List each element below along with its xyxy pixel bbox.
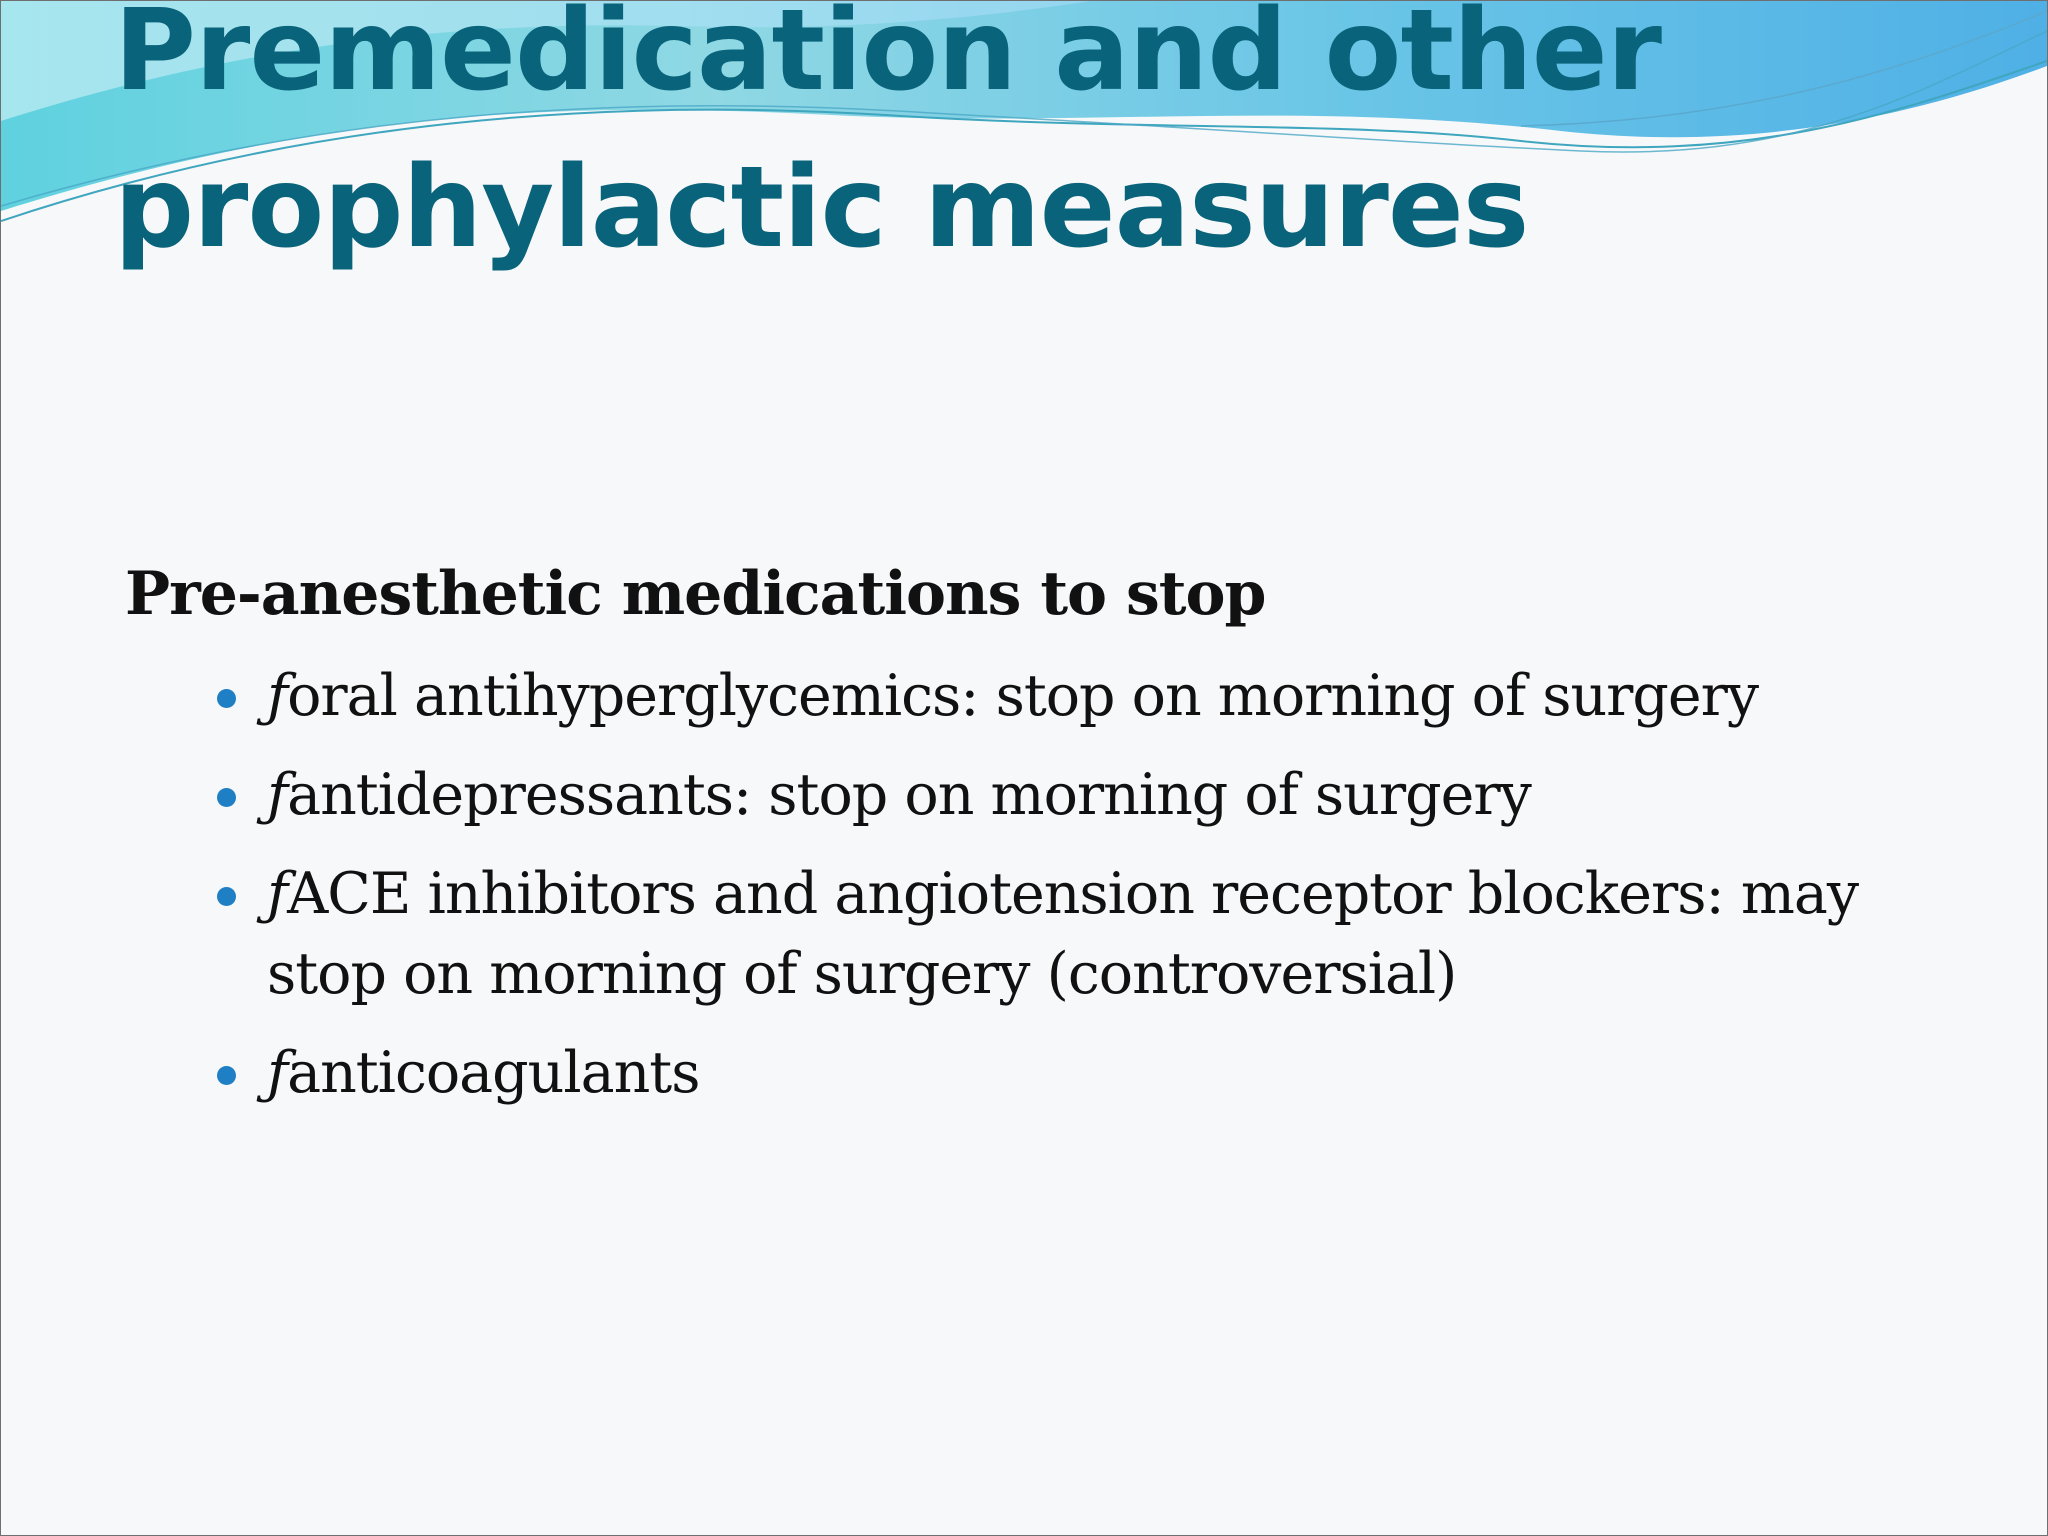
bullet-dot-icon [217, 788, 236, 807]
bullet-glyph: ƒ [267, 663, 288, 729]
bullet-dot-icon [217, 1066, 236, 1085]
bullet-text: oral antihyperglycemics: stop on morning of surgery [287, 663, 1759, 729]
bullet-text: antidepressants: stop on morning of surgery [287, 762, 1531, 828]
bullet-item-ace-inhibitors [211, 854, 1931, 1014]
bullet-item-antidepressants [211, 755, 1931, 835]
bullet-glyph: ƒ [267, 1040, 288, 1106]
bullet-dot-icon [217, 887, 236, 906]
bullet-item-oral-antihyperglycemics [211, 656, 1931, 736]
section-heading: Pre-anesthetic medications to stop [125, 559, 1266, 629]
bullet-dot-icon [217, 689, 236, 708]
bullet-glyph: ƒ [267, 861, 288, 927]
medication-list [211, 656, 1931, 1132]
slide-title: Premedication and other prophylactic measures [114, 0, 1661, 273]
bullet-text: ACE inhibitors and angiotension receptor blockers: may stop on morning of surgery (controversial) [267, 861, 1859, 1007]
bullet-item-anticoagulants [211, 1033, 1931, 1113]
bullet-glyph: ƒ [267, 762, 288, 828]
bullet-text: anticoagulants [287, 1040, 700, 1106]
